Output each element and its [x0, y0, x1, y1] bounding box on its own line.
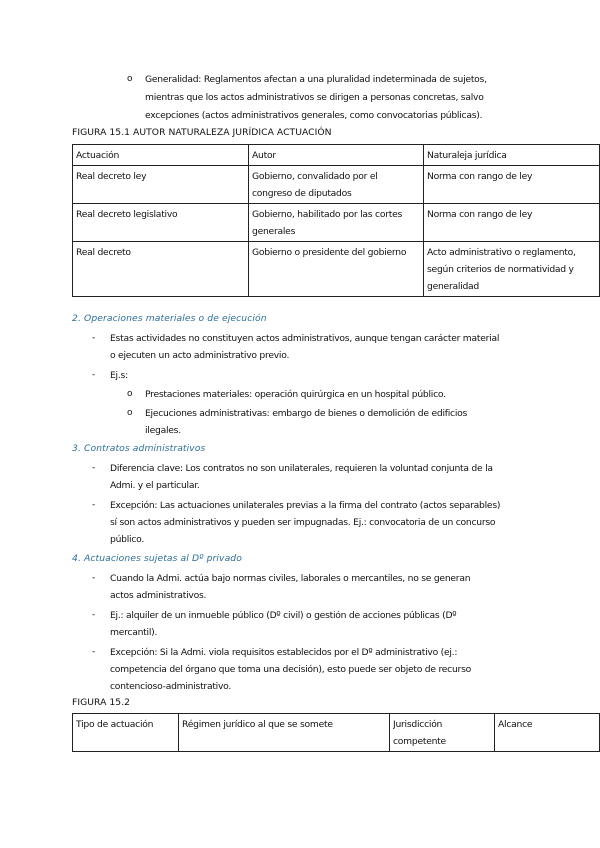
- table-cell: Acto administrativo o reglamento, según criterios de normatividad y generalidad: [424, 242, 600, 297]
- list-item-text-line: sí son actos administrativos y pueden ser impugnadas. Ej.: convocatoria de un concurso: [110, 517, 496, 528]
- list-item-text-line: Ej.s:: [110, 370, 128, 381]
- list-item-text-line: ilegales.: [145, 425, 181, 436]
- table-cell: Norma con rango de ley: [424, 166, 600, 204]
- table-cell: Real decreto legislativo: [73, 204, 249, 242]
- list-item-text-line: mercantil).: [110, 627, 158, 638]
- table-row: [73, 242, 600, 297]
- list-item-text-line: actos administrativos.: [110, 590, 207, 601]
- table-cell: Gobierno o presidente del gobierno: [249, 242, 424, 297]
- table-header-cell: Autor: [249, 145, 424, 166]
- list-item-text-line: Excepción: Si la Admi. viola requisitos establecidos por el Dº administrativo (ej.:: [110, 647, 458, 658]
- dash-bullet-icon: -: [92, 610, 95, 620]
- list-item-text-line: público.: [110, 534, 145, 545]
- dash-bullet-icon: -: [92, 647, 95, 657]
- dash-bullet-icon: -: [92, 333, 95, 343]
- section-heading: 2. Operaciones materiales o de ejecución: [72, 313, 267, 324]
- dash-bullet-icon: -: [92, 500, 95, 510]
- table-cell: Real decreto: [73, 242, 249, 297]
- dash-bullet-icon: -: [92, 463, 95, 473]
- table-row: [73, 166, 600, 204]
- circle-bullet-icon: o: [127, 408, 133, 418]
- list-item-text-line: Ej.: alquiler de un inmueble público (Dº civil) o gestión de acciones públicas (Dº: [110, 610, 457, 621]
- list-item-text-line: Ejecuciones administrativas: embargo de bienes o demolición de edificios: [145, 408, 468, 419]
- list-item-text-line: mientras que los actos administrativos se dirigen a personas concretas, salvo: [145, 92, 484, 103]
- table-cell: Norma con rango de ley: [424, 204, 600, 242]
- table-header-cell: Naturaleja jurídica: [424, 145, 600, 166]
- list-item-text-line: contencioso-administrativo.: [110, 681, 232, 692]
- list-item-text-line: excepciones (actos administrativos generales, como convocatorias públicas).: [145, 110, 483, 121]
- list-item-text-line: competencia del órgano que toma una decisión), esto puede ser objeto de recurso: [110, 664, 471, 675]
- list-item-text-line: Estas actividades no constituyen actos administrativos, aunque tengan carácter material: [110, 333, 500, 344]
- table-cell: Gobierno, habilitado por las cortes generales: [249, 204, 424, 242]
- list-item-text-line: Generalidad: Reglamentos afectan a una pluralidad indeterminada de sujetos,: [145, 74, 487, 85]
- list-item-text-line: o ejecuten un acto administrativo previo.: [110, 350, 290, 361]
- figure-caption: FIGURA 15.1 AUTOR NATURALEZA JURÍDICA ACTUACIÓN: [72, 127, 332, 138]
- table-header-cell: Jurisdicción competente: [390, 714, 495, 752]
- list-item-text-line: Prestaciones materiales: operación quirúrgica en un hospital público.: [145, 389, 446, 400]
- figure-caption: FIGURA 15.2: [72, 697, 131, 708]
- table-cell: Real decreto ley: [73, 166, 249, 204]
- list-item-text-line: Admi. y el particular.: [110, 480, 200, 491]
- figure-15-1-table: [72, 144, 600, 297]
- table-header-cell: Régimen jurídico al que se somete: [179, 714, 390, 752]
- list-item-text-line: Diferencia clave: Los contratos no son unilaterales, requieren la voluntad conjunta de la: [110, 463, 493, 474]
- table-header-cell: Tipo de actuación: [73, 714, 179, 752]
- list-item-text-line: Excepción: Las actuaciones unilaterales previas a la firma del contrato (actos separables): [110, 500, 501, 511]
- dash-bullet-icon: -: [92, 573, 95, 583]
- table-row: [73, 204, 600, 242]
- dash-bullet-icon: -: [92, 370, 95, 380]
- section-heading: 4. Actuaciones sujetas al Dº privado: [72, 553, 242, 564]
- section-heading: 3. Contratos administrativos: [72, 443, 206, 454]
- figure-15-2-table: [72, 713, 600, 752]
- table-cell: Gobierno, convalidado por el congreso de diputados: [249, 166, 424, 204]
- circle-bullet-icon: o: [127, 74, 133, 84]
- circle-bullet-icon: o: [127, 389, 133, 399]
- table-header-row: [73, 714, 600, 752]
- list-item-text-line: Cuando la Admi. actúa bajo normas civiles, laborales o mercantiles, no se generan: [110, 573, 471, 584]
- table-header-cell: Alcance: [495, 714, 600, 752]
- table-header-row: [73, 145, 600, 166]
- table-header-cell: Actuación: [73, 145, 249, 166]
